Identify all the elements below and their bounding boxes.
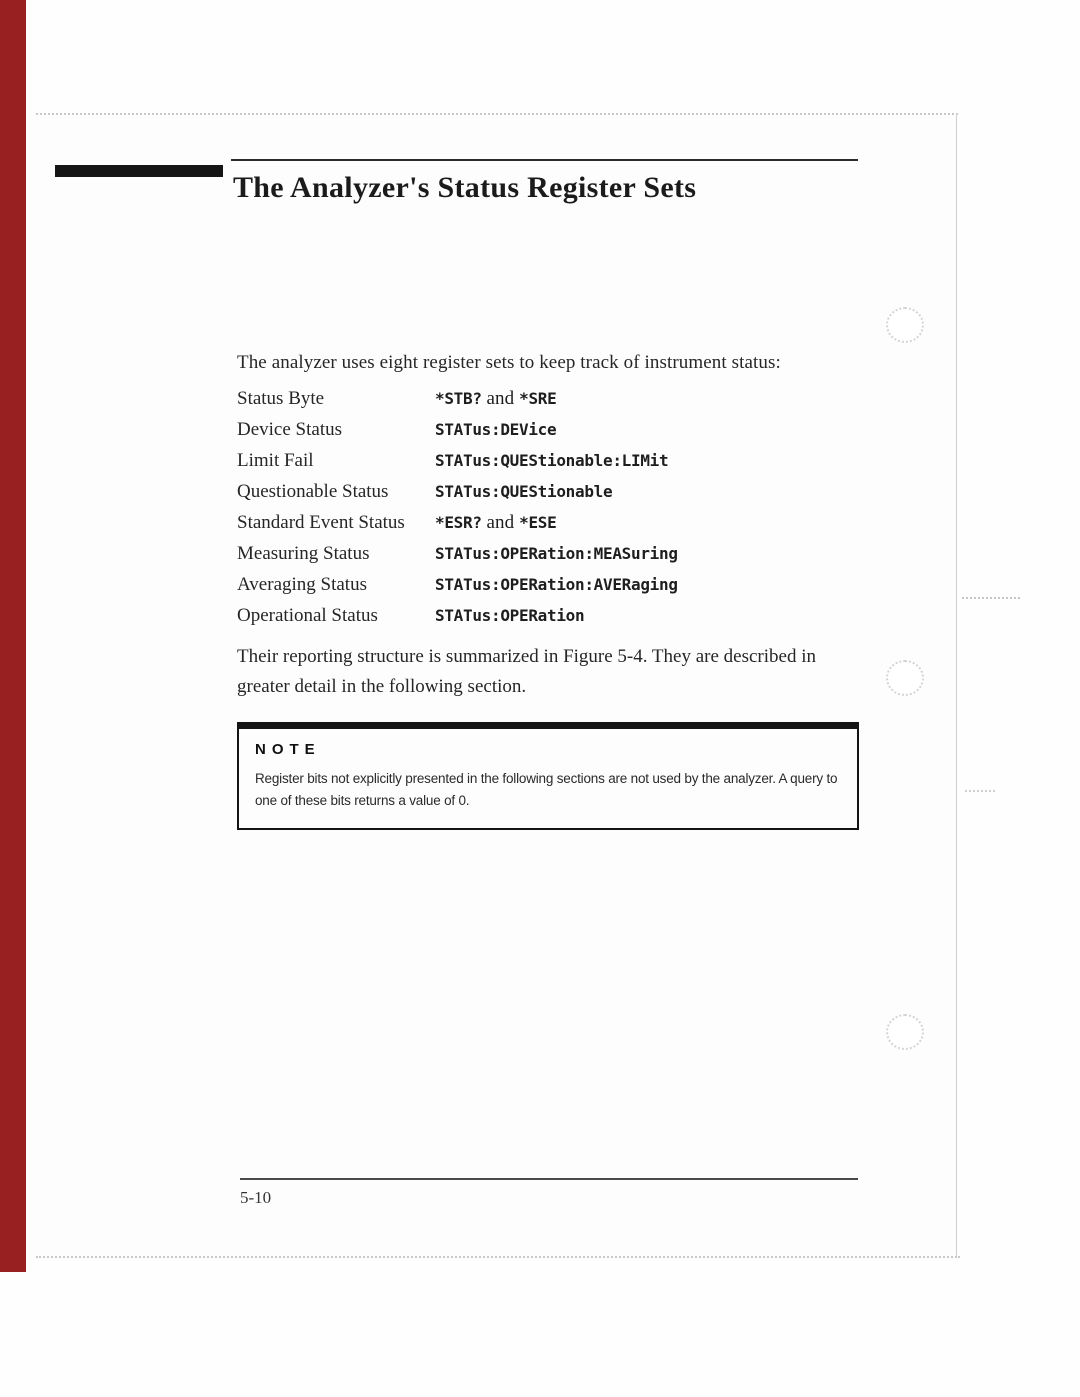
scan-artifact-dash [962, 597, 1020, 599]
register-command: *ESR? and *ESE [435, 512, 557, 533]
register-command: STATus:DEVice [435, 420, 557, 439]
register-name: Standard Event Status [237, 512, 405, 533]
register-name: Device Status [237, 419, 343, 440]
register-name: Status Byte [237, 388, 325, 409]
title-rule [231, 159, 858, 161]
table-row [237, 481, 862, 512]
table-row [237, 388, 862, 419]
hole-punch [886, 1014, 924, 1050]
table-row [237, 512, 862, 543]
section-marker-bar [55, 165, 223, 177]
binding-spine [0, 0, 26, 1272]
page-number: 5-10 [240, 1188, 272, 1207]
register-name: Measuring Status [237, 543, 370, 564]
scan-edge-bottom [36, 1256, 960, 1258]
register-list [237, 388, 862, 636]
hole-punch [886, 660, 924, 696]
note-box [237, 722, 859, 830]
hole-punch [886, 307, 924, 343]
scan-edge-right [956, 113, 957, 1258]
register-name: Questionable Status [237, 481, 389, 502]
register-name: Averaging Status [237, 574, 367, 595]
note-label: NOTE [255, 741, 321, 758]
register-name: Limit Fail [237, 450, 314, 471]
table-row [237, 450, 862, 481]
content-column [237, 352, 862, 830]
table-row [237, 543, 862, 574]
register-command: *STB? and *SRE [435, 388, 557, 409]
register-command: STATus:QUEStionable [435, 482, 613, 501]
register-command: STATus:OPERation:MEASuring [435, 544, 678, 563]
intro-paragraph: The analyzer uses eight register sets to keep track of instrument status: [237, 352, 781, 373]
table-row [237, 574, 862, 605]
summary-paragraph: Their reporting structure is summarized in Figure 5-4. They are described in greater detail in the following section. [237, 646, 816, 697]
scan-artifact-dash [965, 790, 995, 792]
table-row [237, 605, 862, 636]
register-command: STATus:OPERation:AVERaging [435, 575, 678, 594]
scan-edge-top [36, 113, 958, 115]
footer-rule [240, 1178, 858, 1180]
page-title: The Analyzer's Status Register Sets [233, 171, 697, 204]
table-row [237, 419, 862, 450]
register-command: STATus:QUEStionable:LIMit [435, 451, 669, 470]
note-text: Register bits not explicitly presented in the following sections are not used by the analyzer. A query to one of these bits returns a value of 0. [255, 771, 838, 808]
register-command: STATus:OPERation [435, 606, 585, 625]
register-name: Operational Status [237, 605, 378, 626]
